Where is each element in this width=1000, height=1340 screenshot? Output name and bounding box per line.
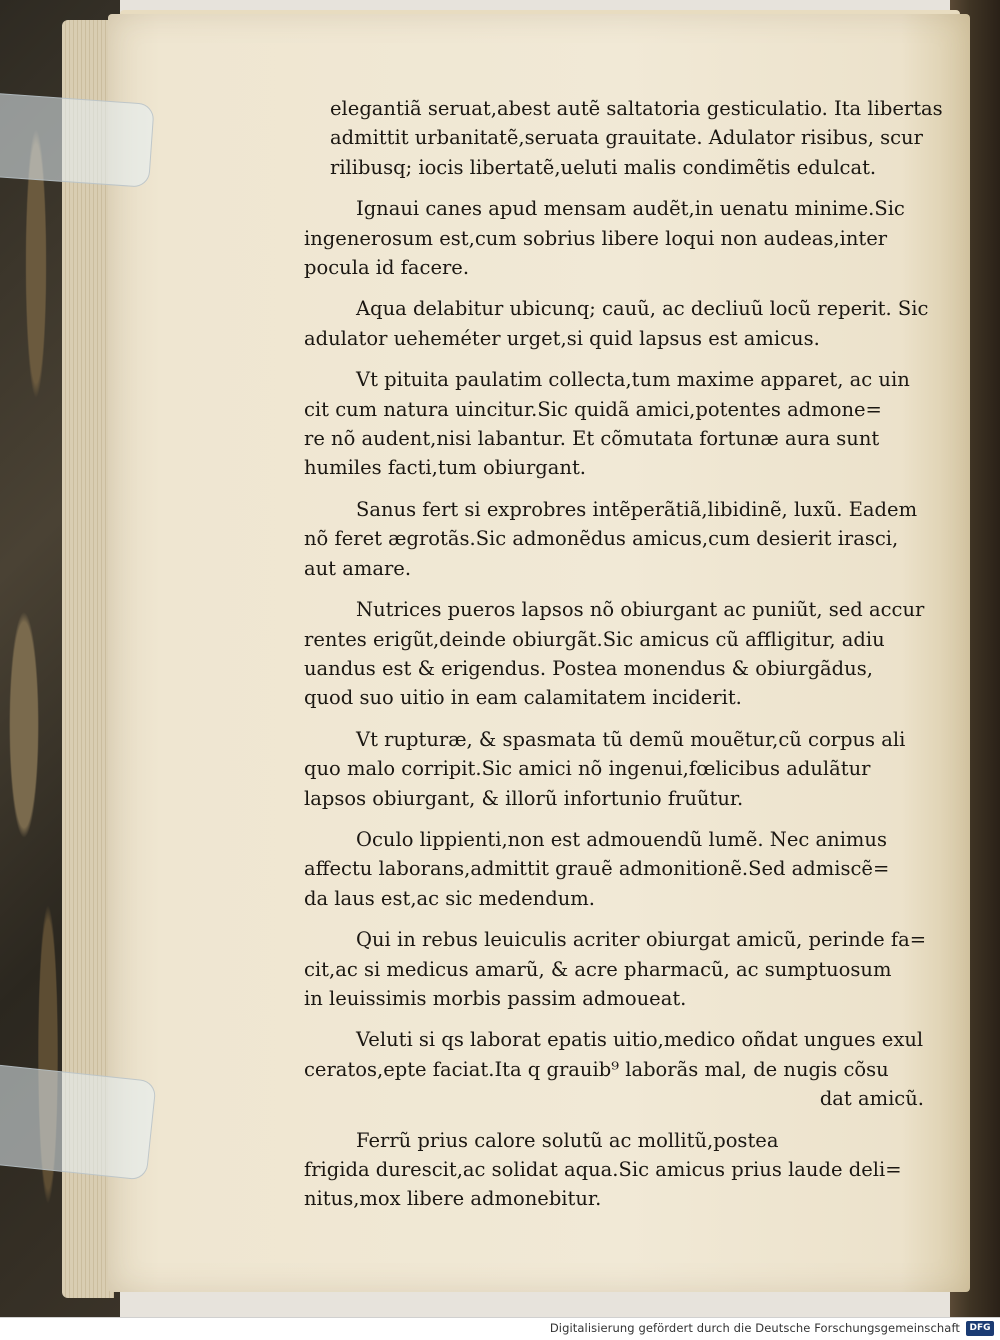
text-line: Ferrũ prius calore solutũ ac mollitũ,postea (356, 1128, 779, 1152)
text-line: ingenerosum est,cum sobrius libere loqui non audeas,inter (304, 226, 888, 250)
text-line: Ignaui canes apud mensam audẽt,in uenatu minime.Sic (356, 197, 905, 221)
text-line: da laus est,ac sic medendum. (304, 886, 595, 910)
text-line: rilibusq; iocis libertatẽ,ueluti malis condimẽtis edulcat. (330, 155, 877, 179)
dfg-logo-icon: DFG (966, 1321, 994, 1336)
page-text (304, 94, 943, 1226)
text-line: lapsos obiurgant, & illorũ infortunio fruũtur. (304, 786, 744, 810)
paragraph (304, 194, 938, 282)
text-line: affectu laborans,admittit grauẽ admonitionẽ.Sed admiscẽ= (304, 857, 890, 881)
text-line: admittit urbanitatẽ,seruata grauitate. Adulator risibus, scur (330, 126, 923, 150)
text-line: ceratos,epte faciat.Ita q grauib⁹ laborãs mal, de nugis cõsu (304, 1057, 889, 1081)
paragraph (304, 595, 938, 713)
text-line: nitus,mox libere admonebitur. (304, 1187, 602, 1211)
text-line: adulator ueheméter urget,si quid lapsus est amicus. (304, 326, 820, 350)
paragraph (304, 1025, 938, 1113)
text-line: dat amicũ. (819, 1087, 924, 1111)
text-line: quo malo corripit.Sic amici nõ ingenui,fœlicibus adulãtur (304, 757, 871, 781)
text-line: cit cum natura uincitur.Sic quidã amici,potentes admone= (304, 397, 882, 421)
page-clip-bottom (0, 1063, 157, 1180)
paragraph (330, 94, 943, 182)
footer-bar (0, 1317, 1000, 1340)
text-line: Aqua delabitur ubicunq; cauũ, ac decliuũ locũ reperit. Sic (356, 297, 929, 321)
paragraph (304, 825, 938, 913)
text-line: rentes erigũt,deinde obiurgãt.Sic amicus cũ affligitur, adiu (304, 627, 885, 651)
text-line: humiles facti,tum obiurgant. (304, 456, 586, 480)
paragraph (304, 925, 938, 1013)
text-line: aut amare. (304, 556, 412, 580)
text-line: Oculo lippienti,non est admouendũ lumẽ. Nec animus (356, 827, 887, 851)
paragraph (304, 365, 938, 483)
text-line: Vt pituita paulatim collecta,tum maxime apparet, ac uin (356, 368, 910, 392)
paragraph (304, 1126, 938, 1214)
footer-credit: Digitalisierung gefördert durch die Deutsche Forschungsgemeinschaft (549, 1321, 960, 1335)
text-line: Veluti si qs laborat epatis uitio,medico oñdat ungues exul (356, 1028, 924, 1052)
text-line: nõ feret ægrotãs.Sic admonẽdus amicus,cum desierit irasci, (304, 527, 899, 551)
text-line: re nõ audent,nisi labantur. Et cõmutata fortunæ aura sunt (304, 427, 880, 451)
text-line: Qui in rebus leuiculis acriter obiurgat amicũ, perinde fa= (356, 928, 927, 952)
text-line: quod suo uitio in eam calamitatem inciderit. (304, 686, 742, 710)
paragraph (304, 294, 938, 353)
text-line: uandus est & erigendus. Postea monendus & obiurgãdus, (304, 656, 873, 680)
text-line: frigida durescit,ac solidat aqua.Sic amicus prius laude deli= (304, 1158, 902, 1181)
paragraph (304, 495, 938, 583)
page-clip-top (0, 92, 155, 188)
text-line: Vt rupturæ, & spasmata tũ demũ mouẽtur,cũ corpus ali (356, 727, 906, 751)
text-line: Sanus fert si exprobres intẽperãtiã,libidinẽ, luxũ. Eadem (356, 497, 918, 521)
text-line: elegantiã seruat,abest autẽ saltatoria gesticulatio. Ita libertas (330, 97, 943, 120)
text-line: in leuissimis morbis passim admoueat. (304, 986, 687, 1010)
text-line: cit,ac si medicus amarũ, & acre pharmacũ, ac sumptuosum (304, 957, 892, 981)
paragraph (304, 725, 938, 813)
text-line: Nutrices pueros lapsos nõ obiurgant ac puniũt, sed accur (356, 598, 925, 622)
text-line: pocula id facere. (304, 256, 470, 280)
